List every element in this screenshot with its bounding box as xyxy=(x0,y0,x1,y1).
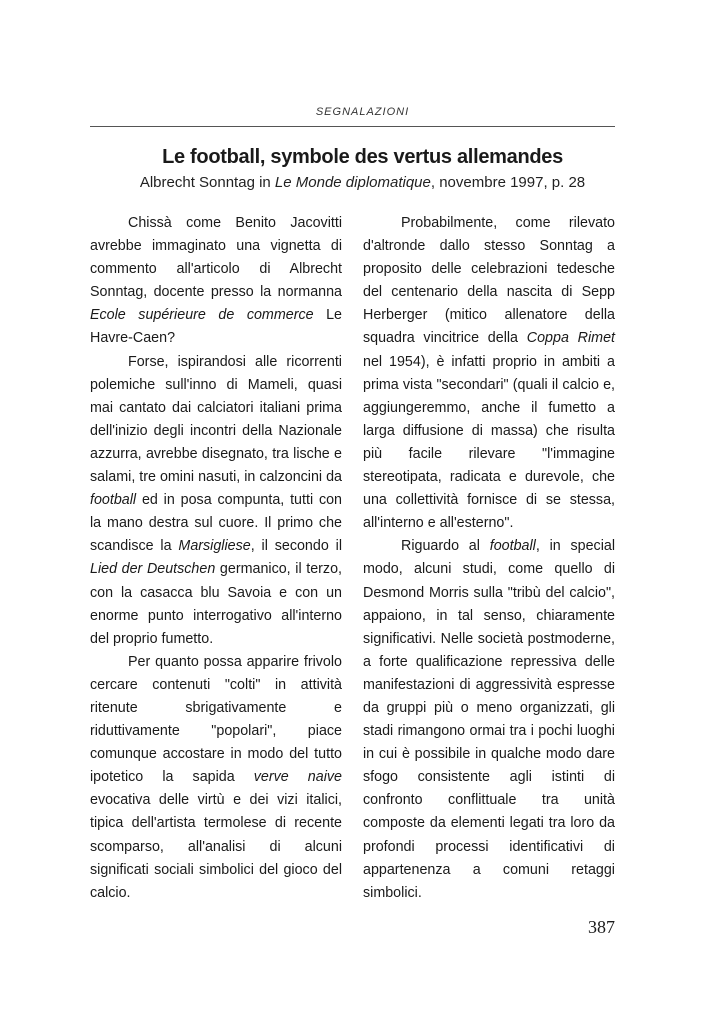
right-column xyxy=(363,212,615,905)
text-run: Riguardo al xyxy=(401,538,490,555)
italic-run: Lied der Deutschen xyxy=(90,561,216,578)
text-run: , in special modo, alcuni studi, come quello di Desmond Morris sulla "tribù del calcio", appaiono, in tal senso, chiaramente significativi. Nelle società postmoderne, a forte qualificazione repressiva delle manifestazioni di aggressività espresse da gruppi più o meno organizzati, gli stadi rimangono ormai tra i pochi luoghi in cui è possibile in qualche modo dare sfogo consistente agli istinti di confronto conflittuale tra unità composte da elementi legati tra loro da profondi processi identificativi di appartenenza a comuni retaggi simbolici. xyxy=(363,538,615,901)
page-number: 387 xyxy=(588,917,615,937)
italic-run: Marsigliese xyxy=(178,538,251,555)
article-title: Le football, symbole des vertus allemandes xyxy=(162,146,563,168)
header-rule xyxy=(90,126,615,127)
subtitle-source: Le Monde diplomatique xyxy=(274,174,431,191)
italic-run: Coppa Rimet xyxy=(526,330,615,347)
text-run: nel 1954), è infatti proprio in ambiti a prima vista "secondari" (quali il calcio e, aggiungeremmo, anche il fumetto a larga diffusione di massa) che risulta più facile rilevare "l'immagine stereotipata, radicata e durevole, che una collettività fornisce di se stessa, all'interno e all'esterno". xyxy=(363,353,615,532)
text-run: Chissà come Benito Jacovitti avrebbe immaginato una vignetta di commento all'articolo di Albrecht Sonntag, docente presso la normanna xyxy=(90,215,342,301)
paragraph xyxy=(90,351,342,651)
paragraph xyxy=(363,212,615,535)
paragraph xyxy=(90,651,342,905)
paragraph xyxy=(90,212,342,351)
text-run: Per quanto possa apparire frivolo cercare contenuti "colti" in attività ritenute sbrigativamente e riduttivamente "popolari", piace comunque accostare in modo del tutto ipotetico la sapida xyxy=(90,653,342,786)
text-run: Le Havre-Caen? xyxy=(90,307,342,347)
paragraph xyxy=(363,535,615,905)
italic-run: Ecole supérieure de commerce xyxy=(90,307,314,324)
subtitle-date: , novembre 1997, p. 28 xyxy=(430,174,586,191)
text-run: evocativa delle virtù e dei vizi italici, tipica dell'artista termolese di recente scomparso, all'analisi di alcuni significati sociali simbolici del gioco del calcio. xyxy=(90,792,342,901)
italic-run: football xyxy=(489,538,536,555)
article-subtitle xyxy=(0,174,725,191)
italic-run: verve naive xyxy=(253,769,342,786)
subtitle-author: Albrecht Sonntag in xyxy=(139,174,275,191)
text-run: Probabilmente, come rilevato d'altronde dallo stesso Sonntag a proposito delle celebrazioni tedesche del centenario della nascita di Sepp Herberger (mitico allenatore della squadra vincitrice della xyxy=(363,215,615,347)
text-run: , il secondo il xyxy=(250,538,342,555)
section-header: SEGNALAZIONI xyxy=(315,106,410,118)
italic-run: football xyxy=(90,492,137,509)
text-run: Forse, ispirandosi alle ricorrenti polemiche sull'inno di Mameli, quasi mai cantato dai calciatori italiani prima dell'inizio degli incontri della Nazionale azzurra, avrebbe disegnato, tra lische e salami, tre omini nasuti, in calzoncini da xyxy=(90,353,342,486)
text-run: germanico, il terzo, con la casacca blu Savoia e con un enorme punto interrogativo all'interno del proprio fumetto. xyxy=(90,561,342,647)
left-column xyxy=(90,212,342,905)
text-run: ed in posa compunta, tutti con la mano destra sul cuore. Il primo che scandisce la xyxy=(90,492,342,555)
